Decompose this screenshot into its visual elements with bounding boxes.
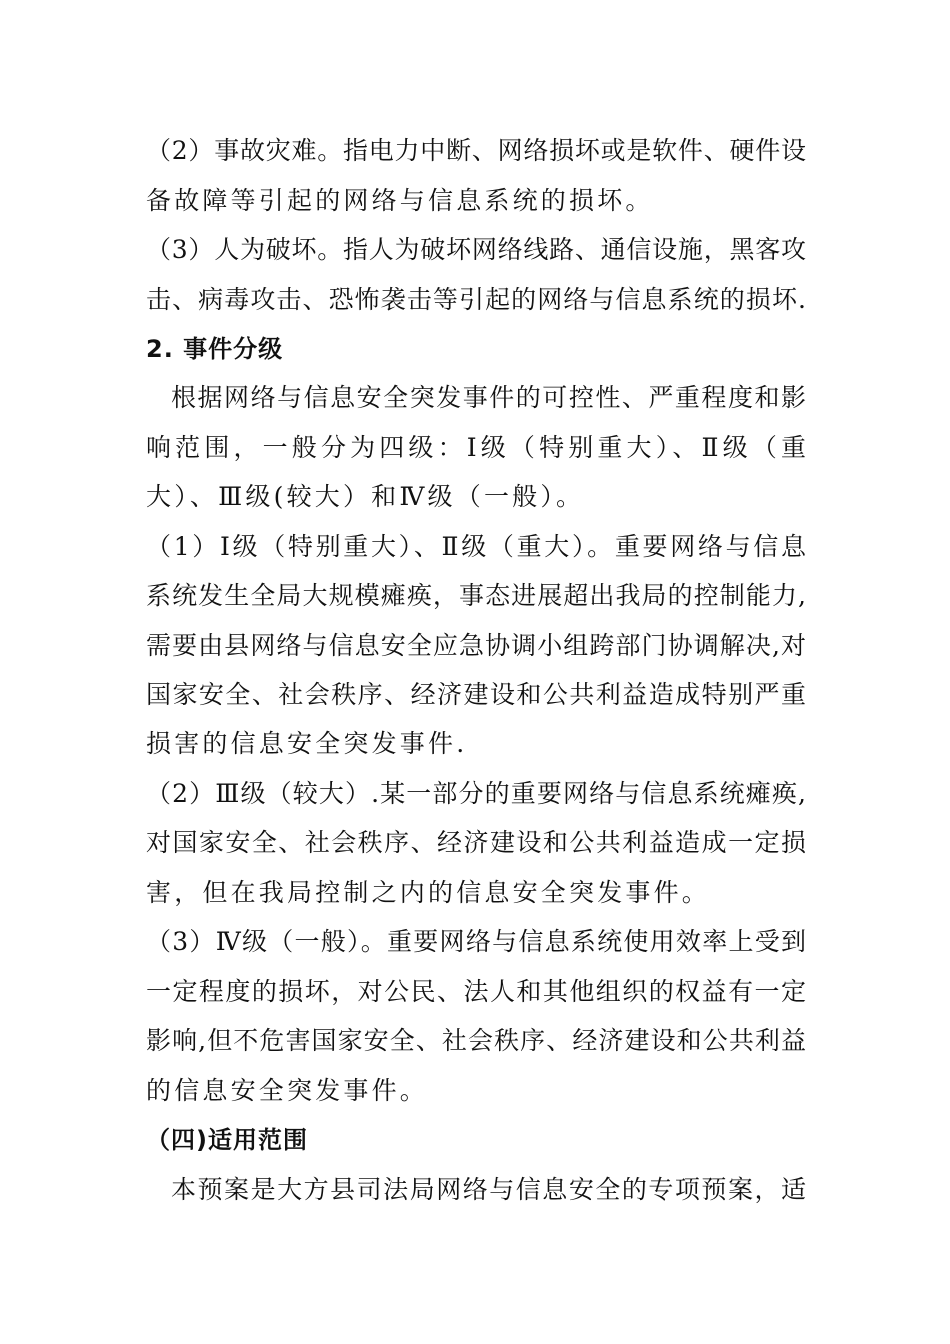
paragraph-line: 国家安全、社会秩序、经济建设和公共利益造成特别严重 xyxy=(146,680,806,709)
paragraph-line: 的信息安全突发事件。 xyxy=(146,1076,429,1105)
paragraph-line: 备故障等引起的网络与信息系统的损坏。 xyxy=(146,186,654,215)
paragraph-line: 击、病毒攻击、恐怖袭击等引起的网络与信息系统的损坏. xyxy=(146,285,806,314)
paragraph-line: （2）事故灾难。指电力中断、网络损坏或是软件、硬件设 xyxy=(146,136,806,165)
paragraph-line: 需要由县网络与信息安全应急协调小组跨部门协调解决,对 xyxy=(146,631,806,660)
paragraph-line: 一定程度的损坏，对公民、法人和其他组织的权益有一定 xyxy=(146,977,806,1006)
paragraph-line: （2）Ⅲ级（较大）.某一部分的重要网络与信息系统瘫痪, xyxy=(146,779,806,808)
paragraph-line: 对国家安全、社会秩序、经济建设和公共利益造成一定损 xyxy=(146,828,806,857)
paragraph-line: 害，但在我局控制之内的信息安全突发事件。 xyxy=(146,878,711,907)
section-heading: 2. 事件分级 xyxy=(146,335,284,363)
paragraph-line: （3）人为破坏。指人为破坏网络线路、通信设施，黑客攻 xyxy=(146,235,806,264)
paragraph-line: 影响,但不危害国家安全、社会秩序、经济建设和公共利益 xyxy=(146,1026,806,1055)
paragraph-line: 大）、Ⅲ级(较大）和Ⅳ级（一般）。 xyxy=(146,482,585,511)
section-heading: （四)适用范围 xyxy=(146,1126,308,1154)
paragraph-line: （1）Ⅰ级（特别重大）、Ⅱ级（重大）。重要网络与信息 xyxy=(146,532,806,561)
paragraph-line: （3）Ⅳ级（一般）。重要网络与信息系统使用效率上受到 xyxy=(146,927,806,956)
paragraph-line: 响范围，一般分为四级：Ⅰ级（特别重大）、Ⅱ级（重 xyxy=(146,433,806,462)
paragraph-line: 损害的信息安全突发事件. xyxy=(146,729,468,758)
paragraph-line: 根据网络与信息安全突发事件的可控性、严重程度和影 xyxy=(171,383,806,412)
paragraph-line: 本预案是大方县司法局网络与信息安全的专项预案，适 xyxy=(171,1175,806,1204)
paragraph-line: 系统发生全局大规模瘫痪，事态进展超出我局的控制能力, xyxy=(146,581,806,610)
